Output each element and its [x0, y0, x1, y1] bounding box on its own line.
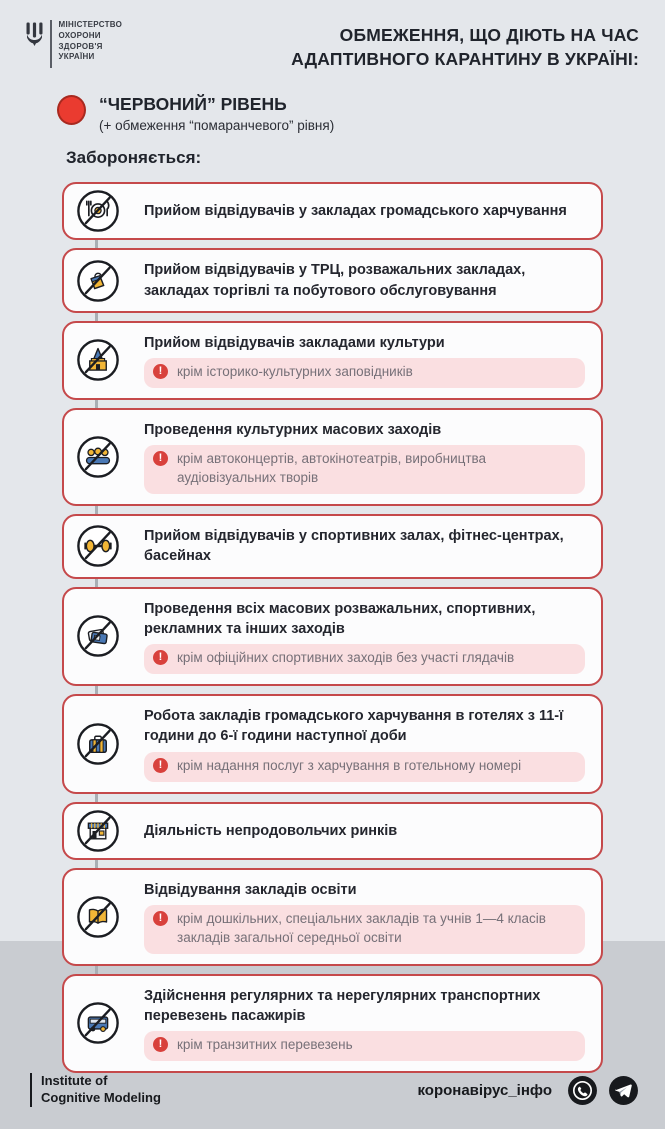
restriction-title: Проведення культурних масових заходів — [144, 422, 442, 439]
restrictions-list — [62, 182, 603, 1073]
no-dining-icon — [76, 189, 120, 233]
restriction-card — [62, 868, 603, 966]
restriction-title: Робота закладів громадського харчування в готелях з 11-ї години до 6-ї години наступної доби — [144, 708, 564, 745]
exception-note — [144, 358, 585, 388]
section-label: Забороняється: — [66, 148, 202, 168]
no-shopping-icon — [76, 259, 120, 303]
restriction-title: Відвідування закладів освіти — [144, 881, 357, 898]
no-education-icon — [76, 895, 120, 939]
no-mass-events-icon — [76, 435, 120, 479]
no-gym-icon — [76, 524, 120, 568]
exception-note — [144, 905, 585, 954]
exception-note — [144, 644, 585, 674]
exception-note — [144, 1031, 585, 1061]
exception-text: крім офіційних спортивних заходів без участі глядачів — [177, 650, 515, 666]
no-market-icon — [76, 809, 120, 853]
exception-text: крім дошкільних, спеціальних закладів та учнів 1—4 класів закладів загальної середньої освіти — [177, 910, 546, 945]
logo-divider — [50, 20, 52, 68]
level-name: “ЧЕРВОНИЙ” РІВЕНЬ — [99, 94, 287, 115]
red-level-dot-icon — [57, 95, 86, 125]
no-hotel-dining-icon — [76, 722, 120, 766]
alert-icon: ! — [153, 758, 168, 773]
no-culture-icon — [76, 338, 120, 382]
restriction-card — [62, 802, 603, 860]
restriction-title: Здійснення регулярних та нерегулярних транспортних перевезень пасажирів — [144, 987, 541, 1025]
restriction-card — [62, 514, 603, 579]
restriction-card — [62, 408, 603, 506]
restriction-title: Діяльність непродовольчих ринків — [144, 822, 398, 839]
trident-icon — [26, 22, 43, 46]
restriction-title: Проведення всіх масових розважальних, спортивних, рекламних та інших заходів — [144, 600, 536, 637]
restriction-title: Прийом відвідувачів закладами культури — [144, 334, 445, 351]
alert-icon: ! — [153, 911, 168, 926]
restriction-card — [62, 974, 603, 1073]
footer — [0, 1073, 665, 1129]
exception-text: крім автоконцертів, автокінотеатрів, виробництва аудіовізуальних творів — [177, 451, 487, 486]
restriction-title: Прийом відвідувачів у ТРЦ, розважальних закладах, закладах торгівлі та побутового обслуговування — [144, 262, 526, 299]
ministry-name: МІНІСТЕРСТВО ОХОРОНИ ЗДОРОВ'Я УКРАЇНИ — [58, 20, 123, 62]
level-note: (+ обмеження “помаранчевого” рівня) — [99, 118, 335, 134]
quarantine-level — [57, 94, 665, 133]
institute-credit: Institute of Cognitive Modeling — [30, 1073, 161, 1107]
exception-note — [144, 752, 585, 782]
footer-social — [417, 1075, 639, 1106]
restriction-card — [62, 248, 603, 313]
no-transport-icon — [76, 1001, 120, 1045]
no-entertainment-icon — [76, 614, 120, 658]
restriction-card — [62, 694, 603, 793]
exception-text: крім надання послуг з харчування в готельному номері — [177, 757, 522, 773]
restriction-title: Прийом відвідувачів у спортивних залах, фітнес-центрах, басейнах — [144, 528, 564, 565]
header — [0, 0, 665, 71]
exception-text: крім історико-культурних заповідників — [177, 364, 413, 380]
page-title: ОБМЕЖЕННЯ, ЩО ДІЮТЬ НА ЧАС АДАПТИВНОГО КАРАНТИНУ В УКРАЇНІ: — [291, 25, 639, 69]
alert-icon: ! — [153, 364, 168, 379]
alert-icon: ! — [153, 650, 168, 665]
telegram-icon — [608, 1075, 639, 1106]
channel-name: коронавірус_інфо — [417, 1081, 552, 1099]
restriction-card — [62, 321, 603, 400]
alert-icon: ! — [153, 451, 168, 466]
restriction-card — [62, 182, 603, 240]
restriction-title: Прийом відвідувачів у закладах громадського харчування — [144, 203, 567, 220]
viber-icon — [567, 1075, 598, 1106]
restriction-card — [62, 587, 603, 686]
exception-text: крім транзитних перевезень — [177, 1037, 353, 1053]
exception-note — [144, 445, 585, 494]
ministry-logo — [26, 20, 122, 68]
alert-icon: ! — [153, 1037, 168, 1052]
